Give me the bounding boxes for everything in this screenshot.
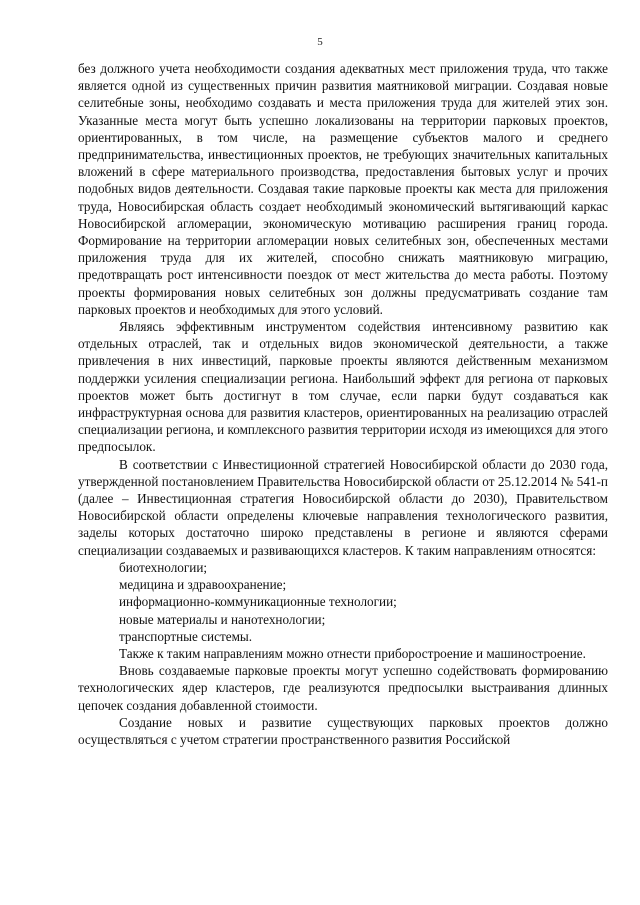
list-item-biotech: биотехнологии;	[119, 559, 208, 575]
list-item-ict: информационно-коммуникационные технологии;	[119, 594, 397, 610]
list-item-medicine: медицина и здравоохранение;	[119, 577, 287, 593]
list-item-transport: транспортные системы.	[119, 628, 253, 644]
paragraph-continuation: без должного учета необходимости создания адекватных мест приложения труда, что также является одной из существенных причин развития маятниковой миграции. Создавая новые селитебные зоны, необходимо создавать и места приложения труда для жителей этих зон. Указанные места могут быть успешно локализованы на территории парковых проектов, ориентированных, в том числе, на размещение субъектов малого и среднего предпринимательства, инвестиционных проектов, не требующих значительных капитальных вложений в сфере материального производства, предоставления бытовых услуг и прочих подобных видов деятельности. Создавая такие парковые проекты как места для приложения труда, Новосибирская область создает необходимый экономический вытягивающий каркас Новосибирской агломерации, экономическую мотивацию расширения границ города. Формирование на территории агломерации новых селитебных зон, обеспеченных местами приложения труда для их жителей, способно снижать маятниковую миграцию, предотвращать рост интенсивности поездок от мест жительства до места работы. Поэтому проекты формирования новых селитебных зон должны предусматривать создание там парковых проектов и необходимых для этого условий.	[78, 61, 608, 317]
paragraph-investment-strategy: В соответствии с Инвестиционной стратегией Новосибирской области до 2030 года, утвержденной постановлением Правительства Новосибирской области от 25.12.2014 № 541-п (далее – Инвестиционная стратегия Новосибирской области до 2030), Правительством Новосибирской области определены ключевые направления технологического развития, заделы которых достаточно широко представлены в регионе и являются сферами специализации создаваемых и развивающихся кластеров. К таким направлениям относятся:	[78, 456, 608, 558]
document-body	[78, 60, 608, 748]
page-number: 5	[317, 36, 323, 48]
paragraph-parks-instrument: Являясь эффективным инструментом содействия интенсивному развитию как отдельных отраслей, так и отдельных видов экономической деятельности, а также привлечения в них инвестиций, парковые проекты являются действенным механизмом поддержки усиления специализации региона. Наибольший эффект для региона от парковых проектов может быть достигнут в том случае, если парки будут создаваться как инфраструктурная основа для развития кластеров, ориентированных на реализацию отраслей специализации региона, и комплексного развития территории исходя из имеющихся для этого предпосылок.	[78, 319, 608, 455]
paragraph-spatial-strategy: Создание новых и развитие существующих парковых проектов должно осуществляться с учетом стратегии пространственного развития Российской	[78, 714, 608, 747]
paragraph-cluster-cores: Вновь создаваемые парковые проекты могут успешно содействовать формированию технологических ядер кластеров, где реализуются предпосылки выстраивания длинных цепочек создания добавленной стоимости.	[78, 663, 608, 713]
paragraph-instrument-engineering: Также к таким направлениям можно отнести приборостроение и машиностроение.	[119, 645, 586, 661]
list-item-materials: новые материалы и нанотехнологии;	[119, 611, 326, 627]
